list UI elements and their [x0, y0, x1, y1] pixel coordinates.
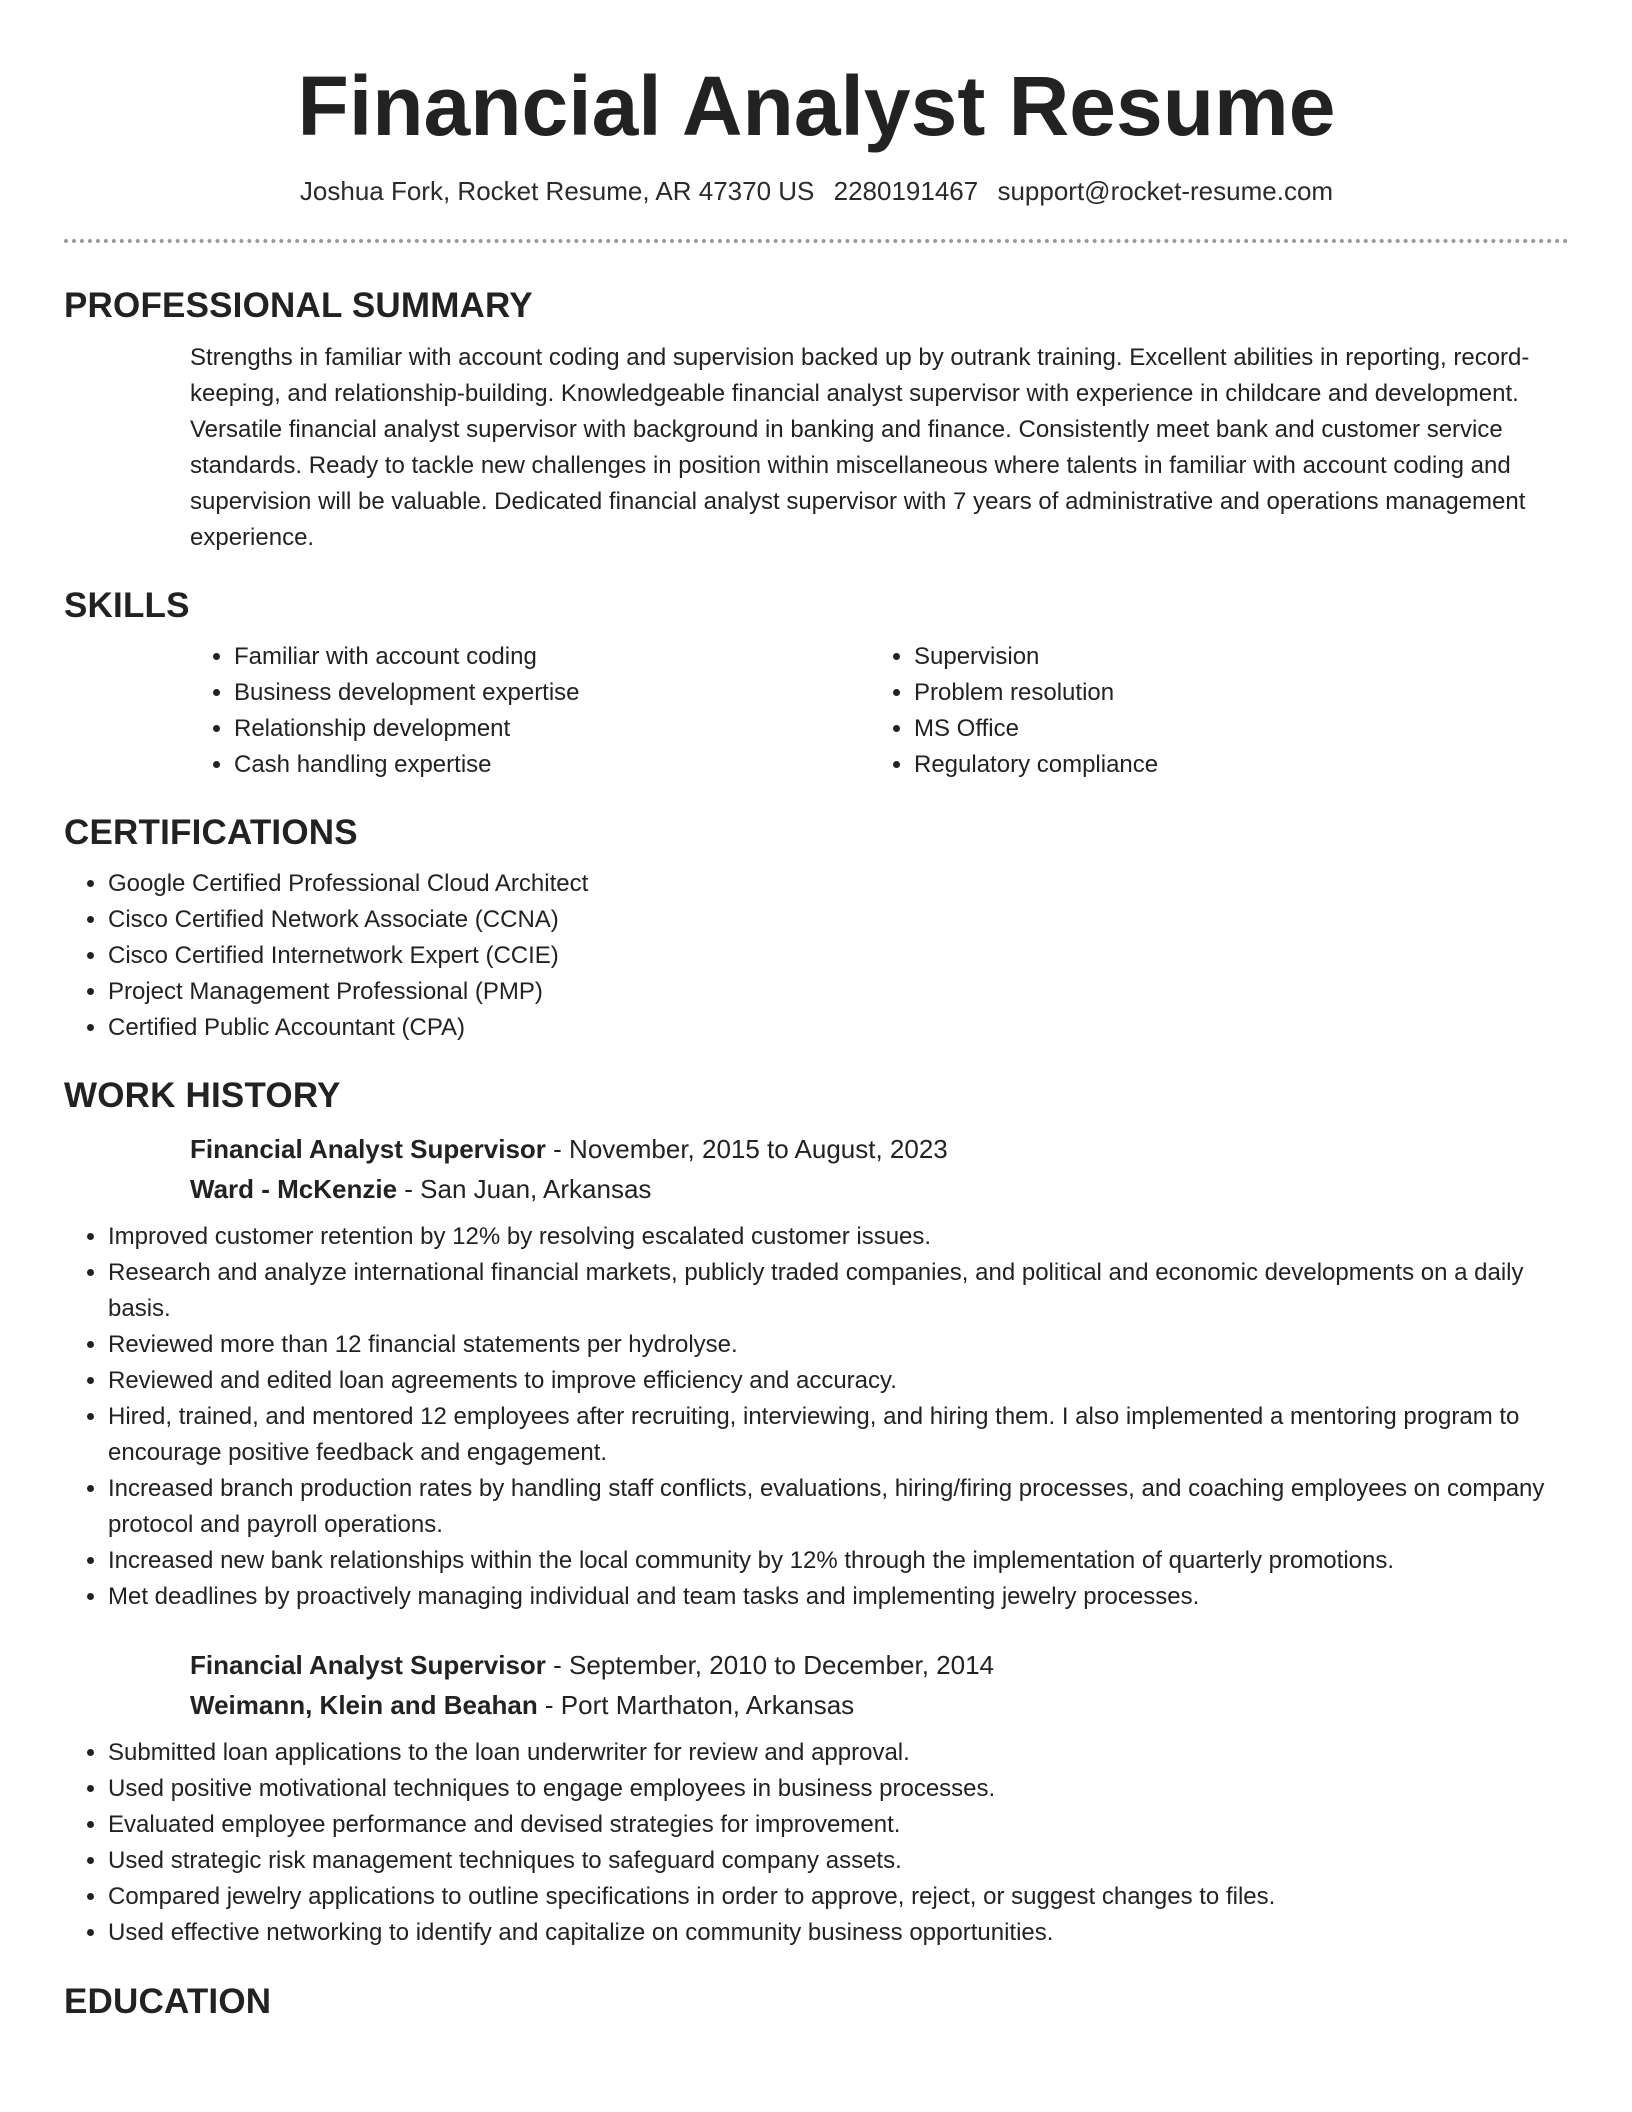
resume-page [64, 0, 1569, 2023]
summary-heading: PROFESSIONAL SUMMARY [64, 286, 533, 325]
contact-address: Joshua Fork, Rocket Resume, AR 47370 US [299, 176, 815, 206]
header-divider [64, 239, 1569, 243]
skill-item: • Cash handling expertise [234, 747, 870, 783]
skill-item: • Relationship development [234, 711, 870, 747]
job-bullet: • Improved customer retention by 12% by resolving escalated customer issues. [108, 1219, 1569, 1255]
job-company-line [190, 1685, 1569, 1725]
job-location: - San Juan, Arkansas [397, 1174, 652, 1204]
certifications-heading: CERTIFICATIONS [64, 813, 358, 852]
job-bullet: • Used effective networking to identify and capitalize on community business opportunities. [108, 1915, 1569, 1951]
job-company: Ward - McKenzie [190, 1174, 398, 1204]
contact-phone: 2280191467 [833, 176, 979, 206]
job-title-line [190, 1129, 1569, 1169]
job-bullets [64, 1219, 1569, 1615]
job-company-line [190, 1169, 1569, 1209]
certification-item: • Certified Public Accountant (CPA) [108, 1010, 1569, 1046]
skills-column-left [190, 639, 870, 783]
job-bullet: • Hired, trained, and mentored 12 employees after recruiting, interviewing, and hiring them. I also implemented a mentoring program to encourage positive feedback and engagement. [108, 1399, 1569, 1471]
resume-title: Financial Analyst Resume [297, 59, 1336, 153]
work-history-heading: WORK HISTORY [64, 1076, 341, 1115]
job-bullet: • Reviewed more than 12 financial statements per hydrolyse. [108, 1327, 1569, 1363]
education-heading: EDUCATION [64, 1982, 272, 2021]
job-bullet: • Compared jewelry applications to outline specifications in order to approve, reject, or suggest changes to files. [108, 1879, 1569, 1915]
job-dates: - September, 2010 to December, 2014 [545, 1650, 994, 1680]
job-bullet: • Used positive motivational techniques to engage employees in business processes. [108, 1771, 1569, 1807]
job-entry [190, 1129, 1569, 1209]
job-title: Financial Analyst Supervisor [190, 1650, 546, 1680]
job-bullet: • Research and analyze international financial markets, publicly traded companies, and political and economic developments on a daily basis. [108, 1255, 1569, 1327]
job-bullets [64, 1735, 1569, 1951]
job-company: Weimann, Klein and Beahan [190, 1690, 538, 1720]
certification-item: • Cisco Certified Internetwork Expert (CCIE) [108, 938, 1569, 974]
job-location: - Port Marthaton, Arkansas [537, 1690, 855, 1720]
job-dates: - November, 2015 to August, 2023 [545, 1134, 948, 1164]
skills-column-right [870, 639, 1550, 783]
job-bullet: • Evaluated employee performance and devised strategies for improvement. [108, 1807, 1569, 1843]
contact-email: support@rocket-resume.com [997, 176, 1334, 206]
skill-item: • Business development expertise [234, 675, 870, 711]
skill-item: • Supervision [914, 639, 1550, 675]
skill-item: • MS Office [914, 711, 1550, 747]
skill-item: • Problem resolution [914, 675, 1550, 711]
skills-heading: SKILLS [64, 586, 190, 625]
skills-list [190, 639, 1569, 783]
skill-item: • Familiar with account coding [234, 639, 870, 675]
job-bullet: • Submitted loan applications to the loan underwriter for review and approval. [108, 1735, 1569, 1771]
job-bullet: • Used strategic risk management techniques to safeguard company assets. [108, 1843, 1569, 1879]
job-title-line [190, 1645, 1569, 1685]
job-bullet: • Increased new bank relationships within the local community by 12% through the implementation of quarterly promotions. [108, 1543, 1569, 1579]
contact-line [64, 174, 1569, 208]
certification-item: • Google Certified Professional Cloud Architect [108, 866, 1569, 902]
job-title: Financial Analyst Supervisor [190, 1134, 546, 1164]
certification-item: • Cisco Certified Network Associate (CCNA) [108, 902, 1569, 938]
job-bullet: • Increased branch production rates by handling staff conflicts, evaluations, hiring/firing processes, and coaching employees on company protocol and payroll operations. [108, 1471, 1569, 1543]
job-bullet: • Reviewed and edited loan agreements to improve efficiency and accuracy. [108, 1363, 1569, 1399]
job-entry [190, 1645, 1569, 1725]
certification-item: • Project Management Professional (PMP) [108, 974, 1569, 1010]
skill-item: • Regulatory compliance [914, 747, 1550, 783]
summary-text: Strengths in familiar with account coding and supervision backed up by outrank training. Excellent abilities in reporting, record-keeping, and relationship-building. Knowledgeable financial analyst supervisor with experience in childcare and development. Versatile financial analyst supervisor with background in banking and finance. Consistently meet bank and customer service standards. Ready to tackle new challenges in position within miscellaneous where talents in familiar with account coding and supervision will be valuable. Dedicated financial analyst supervisor with 7 years of administrative and operations management experience. [190, 344, 1530, 551]
certifications-list [64, 866, 1569, 1046]
job-bullet: • Met deadlines by proactively managing individual and team tasks and implementing jewelry processes. [108, 1579, 1569, 1615]
